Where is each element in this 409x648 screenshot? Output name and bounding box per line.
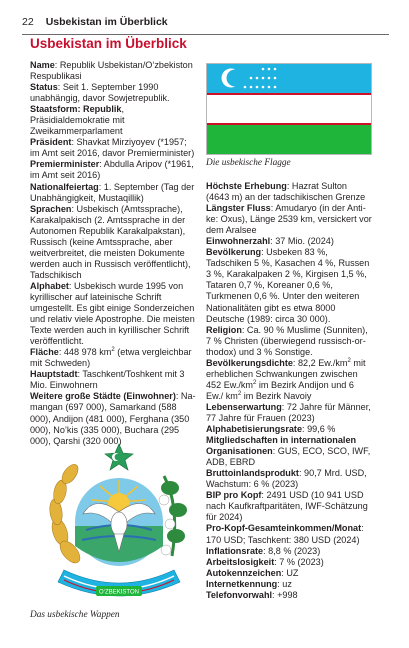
fact-text: : Abdulla Aripov (*1961, im Amt seit 2016) — [30, 159, 194, 181]
page-number: 22 — [22, 16, 34, 28]
fact-text: im Bezirk Andijon und 6 Ew./ km — [206, 379, 354, 401]
fact-label: Präsident — [30, 137, 72, 148]
coat-ribbon-text: O‘ZBEKISTON — [99, 589, 139, 596]
fact-label: Lebenserwartung — [206, 401, 282, 412]
fact-text: : Usbekisch (Amtssprache), Karakalpakisch (2. Amtssprache in der Autonomen Republik Karakalpakstan), Russisch (keine Amtssprache, aber weitverbreitet, die meisten Dokumente werden auch in Russisch veröffentlicht), Tadschikisch — [30, 203, 191, 280]
uzbek-flag — [206, 63, 372, 155]
fact-label: Religion — [206, 324, 242, 335]
fact-text: : UZ — [281, 567, 299, 578]
fact-text: : uz — [277, 578, 292, 589]
right-fact-column — [206, 181, 372, 601]
fact-label: Mitgliedschaften in internationalen Organisationen — [206, 435, 357, 457]
fact-label: Telefonvorwahl — [206, 589, 273, 600]
fact-label: Autokennzeichen — [206, 567, 282, 578]
fact-label: Arbeitslosigkeit — [206, 556, 275, 567]
fact-label: Höchste Erhebung — [206, 181, 287, 191]
fact-label: Bevölkerung — [206, 247, 262, 258]
fact-label: Status — [30, 82, 58, 93]
fact-label: Fläche — [30, 347, 59, 358]
fact-label: Internetkennung — [206, 578, 278, 589]
fact-entry — [30, 137, 196, 159]
fact-entry — [206, 424, 372, 435]
fact-label: Nationalfeiertag — [30, 181, 99, 192]
fact-label: Name — [30, 60, 55, 70]
fact-label: Hauptstadt — [30, 369, 78, 380]
fact-entry — [206, 247, 372, 324]
fact-label: Staatsform: Republik — [30, 104, 122, 115]
fact-entry — [206, 546, 372, 557]
fact-entry — [30, 104, 196, 137]
fact-entry — [206, 590, 372, 601]
fact-label: Bruttoinlandsprodukt — [206, 468, 299, 479]
fact-entry — [206, 435, 372, 468]
fact-entry — [30, 182, 196, 204]
fact-label: Bevölkerungsdichte — [206, 357, 293, 368]
superscript: 2 — [347, 357, 351, 364]
fact-text: : Ca. 90 % Muslime (Sunniten), 7 % Christen (überwiegend russisch-orthodox) und 3 % Sonstige. — [206, 324, 368, 357]
fact-text: : Usbeken 83 %, Tadschiken 5 %, Kasachen 4 %, Russen 3 %, Karakalpaken 2 %, Kirgisen 1,5 %, Tataren 0,7 %, Koreaner 0,6 %, Turkmenen 0,6 %. Unter den weiteren Nationalitäten gibt es etwa 8000 Deutsche (1989: circa 30 000). — [206, 247, 370, 324]
fact-label: Pro-Kopf-Gesamteinkommen/Monat — [206, 523, 362, 534]
fact-entry — [206, 490, 372, 523]
fact-entry — [206, 579, 372, 590]
fact-text: : 8,8 % (2023) — [263, 545, 321, 556]
fact-entry — [206, 236, 372, 247]
fact-entry — [206, 468, 372, 490]
uzbek-coat-of-arms — [46, 440, 192, 606]
superscript: 2 — [111, 347, 115, 354]
fact-entry — [30, 204, 196, 281]
fact-entry — [206, 568, 372, 579]
fact-label: BIP pro Kopf — [206, 490, 262, 501]
crescent-stars-icon — [207, 64, 372, 94]
fact-text: : 2491 USD (10 941 USD nach Kaufkraftparitäten, IWF-Schätzung für 2024) — [206, 490, 368, 523]
fact-entry — [206, 358, 372, 402]
fact-text: : 1. September (Tag der Unabhängigkeit, Mustaqillik) — [30, 181, 195, 203]
fact-text: : Shavkat Mirziyoyev (*1957; im Amt seit 2016, davor Premierminister) — [30, 137, 195, 159]
fact-entry — [206, 523, 372, 545]
fact-label: Weitere große Städte (Einwohner) — [30, 391, 176, 402]
fact-label: Alphabetisierungsrate — [206, 424, 303, 435]
fact-text: : GUS, ECO, SCO, IWF, ADB, EBRD — [206, 446, 371, 468]
superscript: 2 — [253, 379, 257, 386]
fact-entry — [206, 325, 372, 358]
fact-entry — [30, 281, 196, 347]
fact-text: : Seit 1. September 1990 unabhängig, davor Sowjetrepublik. — [30, 82, 170, 104]
fact-text: : 37 Mio. (2024) — [270, 236, 334, 247]
fact-text: : Hazrat Sulton (4643 m) an der tadschikischen Grenze — [206, 181, 366, 203]
fact-label: Sprachen — [30, 203, 72, 214]
fact-label: Längster Fluss — [206, 203, 271, 214]
coat-caption: Das usbekische Wappen — [30, 610, 120, 620]
fact-text: : Usbekisch wurde 1995 von kyrillischer auf lateinische Schrift umgestellt. Es gibt einige Sonderzeichen und relativ viele Apostrophe. Die meisten Texte werden auch in kyrillischer Schrift veröffentlicht. — [30, 280, 195, 347]
fact-text: : 72 Jahre für Männer, 77 Jahre für Frauen (2023) — [206, 401, 371, 423]
fact-entry — [30, 369, 196, 391]
fact-text: : Amudaryo (in der Antike: Oxus), Länge 2539 km, versickert vor dem Aralsee — [206, 203, 372, 236]
fact-text: : Taschkent/Toshkent mit 3 Mio. Einwohnern — [30, 369, 185, 391]
fact-text: : 82,2 Ew./km — [292, 357, 348, 368]
fact-label: Premierminister — [30, 159, 100, 170]
fact-label: Inflationsrate — [206, 545, 264, 556]
fact-text: (etwa vergleichbar mit Schweden) — [30, 347, 192, 369]
flag-caption: Die usbekische Flagge — [206, 158, 291, 168]
fact-text: mit erheblichen Schwankungen zwischen 452 Ew./km — [206, 357, 366, 390]
fact-text: im Bezirk Navoiy — [241, 390, 312, 401]
fact-text: : Namangan (697 000), Samarkand (588 000), Andijon (481 000), Ferghana (350 000), No’kis (335 000), Buchara (295 000), Qarshi (320 000) — [30, 391, 196, 446]
fact-entry — [206, 181, 372, 203]
fact-text: : 7 % (2023) — [274, 556, 324, 567]
fact-label: Alphabet — [30, 280, 69, 291]
fact-entry — [30, 60, 196, 82]
fact-text: : 99,6 % — [302, 424, 336, 435]
running-title: Usbekistan im Überblick — [45, 16, 168, 28]
fact-text: : Republik Usbekistan/O‘zbekiston Respublikasi — [30, 60, 193, 82]
section-title: Usbekistan im Überblick — [30, 36, 187, 51]
left-fact-column — [30, 60, 196, 447]
fact-entry — [206, 557, 372, 568]
fact-label: Einwohnerzahl — [206, 236, 271, 247]
fact-text: , Präsidialdemokratie mit Zweikammerparlament — [30, 104, 125, 137]
fact-entry — [206, 203, 372, 236]
fact-entry — [30, 82, 196, 104]
fact-entry — [30, 391, 196, 446]
fact-entry — [30, 159, 196, 181]
running-header — [22, 16, 389, 35]
superscript: 2 — [237, 390, 242, 397]
fact-text: : 90,7 Mrd. USD, Wachstum: 6 % (2023) — [206, 468, 367, 490]
fact-text: : +998 — [272, 589, 298, 600]
fact-entry — [30, 347, 196, 369]
fact-text: : 448 978 km — [58, 347, 112, 358]
fact-text: : 170 USD; Taschkent: 380 USD (2024) — [206, 523, 364, 545]
fact-entry — [206, 402, 372, 424]
